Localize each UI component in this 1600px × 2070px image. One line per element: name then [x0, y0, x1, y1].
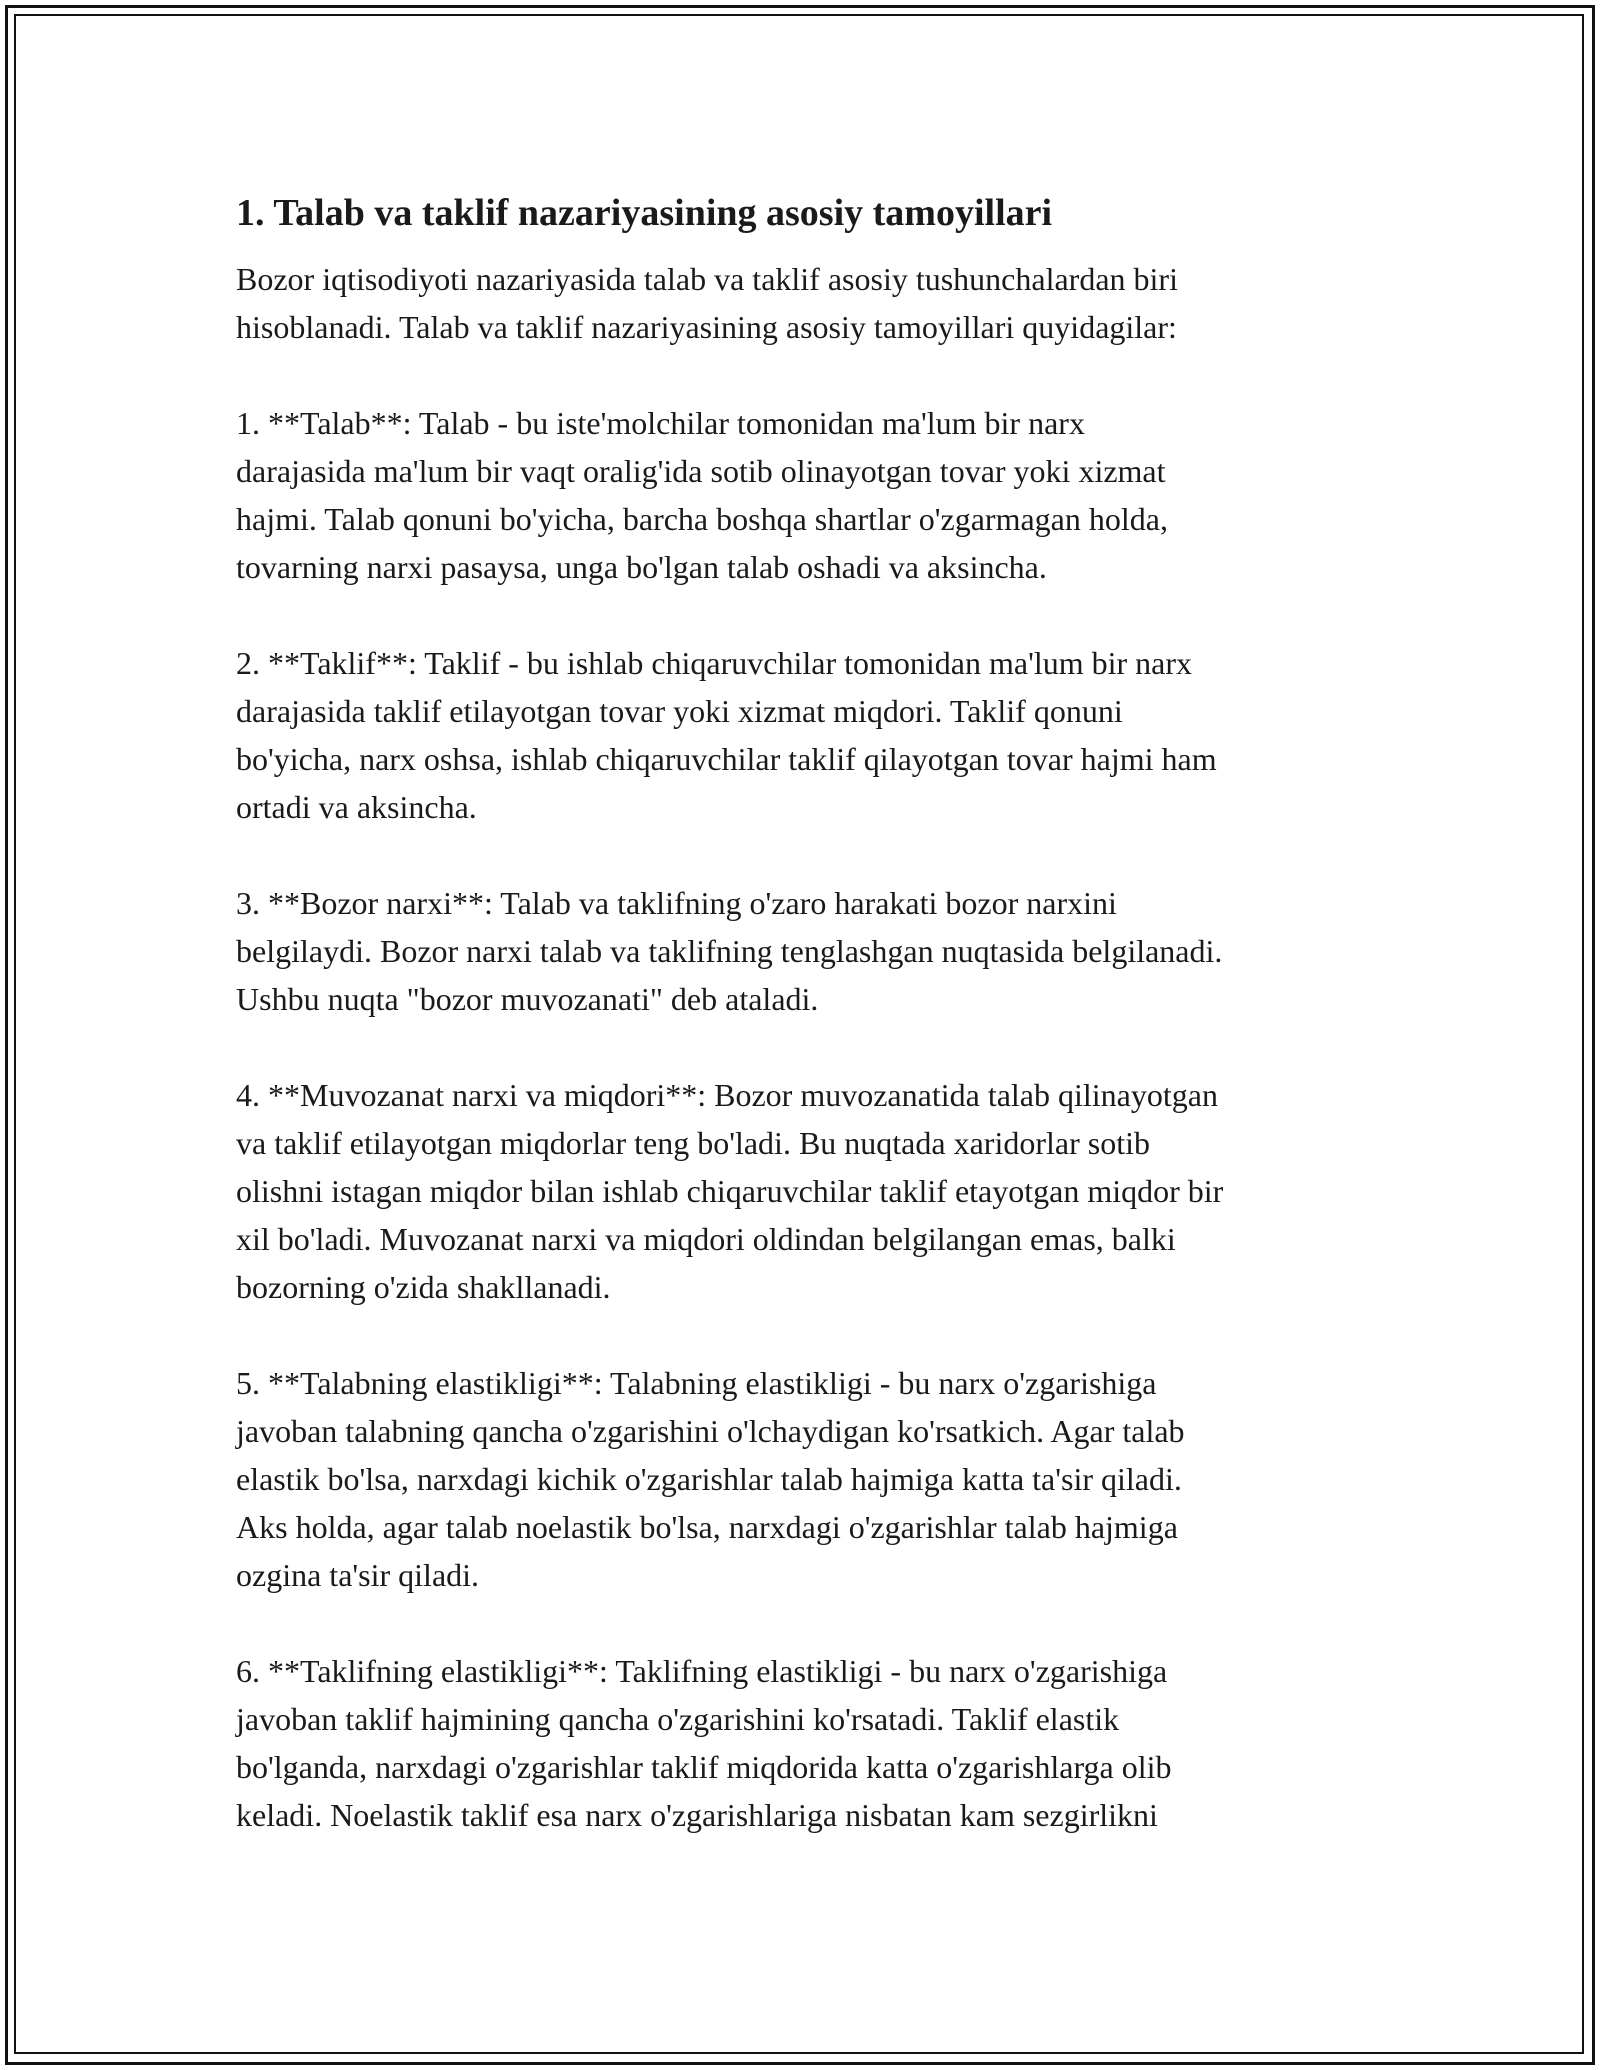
paragraph-muvozanat [236, 1071, 1376, 1311]
text-line: bo'lganda, narxdagi o'zgarishlar taklif miqdorida katta o'zgarishlarga olib [236, 1749, 1172, 1785]
text-line: javoban talabning qancha o'zgarishini o'lchaydigan ko'rsatkich. Agar talab [236, 1413, 1185, 1449]
text-line: 1. **Talab**: Talab - bu iste'molchilar tomonidan ma'lum bir narx [236, 405, 1085, 441]
text-line: darajasida taklif etilayotgan tovar yoki xizmat miqdori. Taklif qonuni [236, 693, 1123, 729]
text-line: keladi. Noelastik taklif esa narx o'zgarishlariga nisbatan kam sezgirlikni [236, 1797, 1158, 1833]
text-line: bo'yicha, narx oshsa, ishlab chiqaruvchilar taklif qilayotgan tovar hajmi ham [236, 741, 1217, 777]
text-line: ortadi va aksincha. [236, 789, 477, 825]
text-line: 2. **Taklif**: Taklif - bu ishlab chiqaruvchilar tomonidan ma'lum bir narx [236, 645, 1193, 681]
text-line: olishni istagan miqdor bilan ishlab chiqaruvchilar taklif etayotgan miqdor bir [236, 1173, 1224, 1209]
text-line: bozorning o'zida shakllanadi. [236, 1269, 611, 1305]
text-line: Ushbu nuqta "bozor muvozanati" deb ataladi. [236, 981, 819, 1017]
text-line: hajmi. Talab qonuni bo'yicha, barcha boshqa shartlar o'zgarmagan holda, [236, 501, 1168, 537]
paragraph-taklif [236, 639, 1376, 831]
text-line: va taklif etilayotgan miqdorlar teng bo'ladi. Bu nuqtada xaridorlar sotib [236, 1125, 1150, 1161]
text-line: Aks holda, agar talab noelastik bo'lsa, narxdagi o'zgarishlar talab hajmiga [236, 1509, 1178, 1545]
text-line: darajasida ma'lum bir vaqt oralig'ida sotib olinayotgan tovar yoki xizmat [236, 453, 1166, 489]
text-line: 4. **Muvozanat narxi va miqdori**: Bozor muvozanatida talab qilinayotgan [236, 1077, 1218, 1113]
paragraph-talab-elastikligi [236, 1359, 1376, 1599]
text-line: 5. **Talabning elastikligi**: Talabning elastikligi - bu narx o'zgarishiga [236, 1365, 1157, 1401]
text-line: xil bo'ladi. Muvozanat narxi va miqdori oldindan belgilangan emas, balki [236, 1221, 1176, 1257]
paragraph-intro [236, 255, 1376, 351]
text-line: 6. **Taklifning elastikligi**: Taklifning elastikligi - bu narx o'zgarishiga [236, 1653, 1168, 1689]
text-line: tovarning narxi pasaysa, unga bo'lgan talab oshadi va aksincha. [236, 549, 1047, 585]
document-body [236, 183, 1376, 1887]
paragraph-taklif-elastikligi [236, 1647, 1376, 1839]
paragraph-talab [236, 399, 1376, 591]
document-heading: 1. Talab va taklif nazariyasining asosiy tamoyillari [236, 192, 1053, 234]
text-line: ozgina ta'sir qiladi. [236, 1557, 480, 1593]
text-line: elastik bo'lsa, narxdagi kichik o'zgarishlar talab hajmiga katta ta'sir qiladi. [236, 1461, 1182, 1497]
text-line: belgilaydi. Bozor narxi talab va taklifning tenglashgan nuqtasida belgilanadi. [236, 933, 1223, 969]
text-line: hisoblanadi. Talab va taklif nazariyasining asosiy tamoyillari quyidagilar: [236, 309, 1177, 345]
text-line: Bozor iqtisodiyoti nazariyasida talab va taklif asosiy tushunchalardan biri [236, 261, 1178, 297]
text-line: javoban taklif hajmining qancha o'zgarishini ko'rsatadi. Taklif elastik [236, 1701, 1120, 1737]
paragraph-bozor-narxi [236, 879, 1376, 1023]
text-line: 3. **Bozor narxi**: Talab va taklifning o'zaro harakati bozor narxini [236, 885, 1117, 921]
